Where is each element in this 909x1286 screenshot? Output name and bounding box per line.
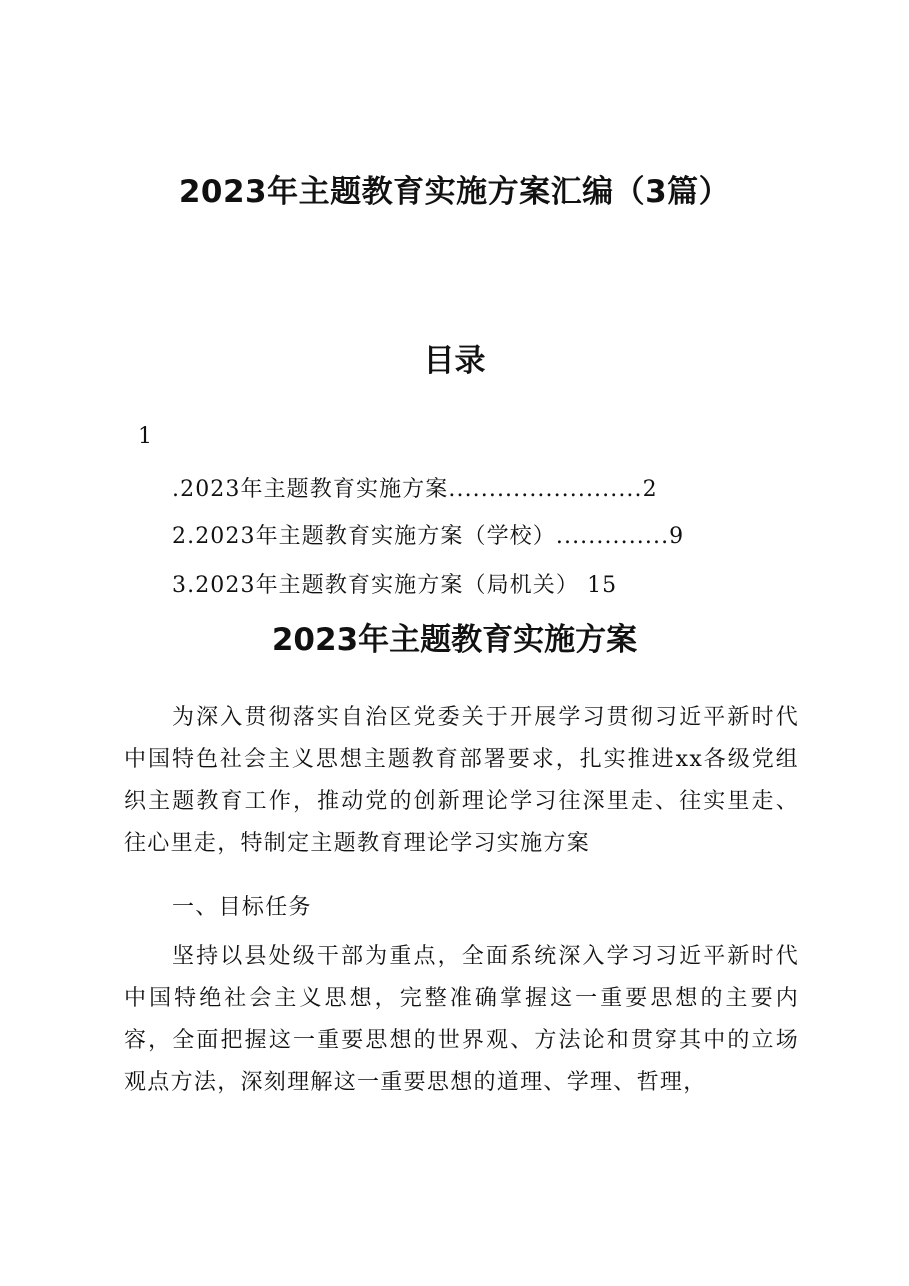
toc-page-number: 1	[138, 424, 152, 449]
body-paragraph: 为深入贯彻落实自治区党委关于开展学习贯彻习近平新时代中国特色社会主义思想主题教育部署要求，扎实推进xx各级党组织主题教育工作，推动党的创新理论学习往深里走、往实里走、往心里走，特制定主题教育理论学习实施方案	[124, 705, 799, 856]
section-title: 2023年主题教育实施方案	[271, 622, 638, 658]
document-title: 2023年主题教育实施方案汇编（3篇）	[178, 174, 731, 210]
toc-entry[interactable]: 2.2023年主题教育实施方案（学校）..............9	[172, 524, 685, 549]
section-subheading: 一、目标任务	[172, 895, 312, 920]
toc-heading: 目录	[423, 343, 486, 379]
body-paragraph: 坚持以县处级干部为重点，全面系统深入学习习近平新时代中国特绝社会主义思想，完整准确掌握这一重要思想的主要内容，全面把握这一重要思想的世界观、方法论和贯穿其中的立场观点方法，深刻理解这一重要思想的道理、学理、哲理，	[124, 944, 799, 1095]
toc-entry[interactable]: .2023年主题教育实施方案........................2	[172, 477, 658, 502]
toc-entry[interactable]: 3.2023年主题教育实施方案（局机关） 15	[172, 573, 618, 598]
